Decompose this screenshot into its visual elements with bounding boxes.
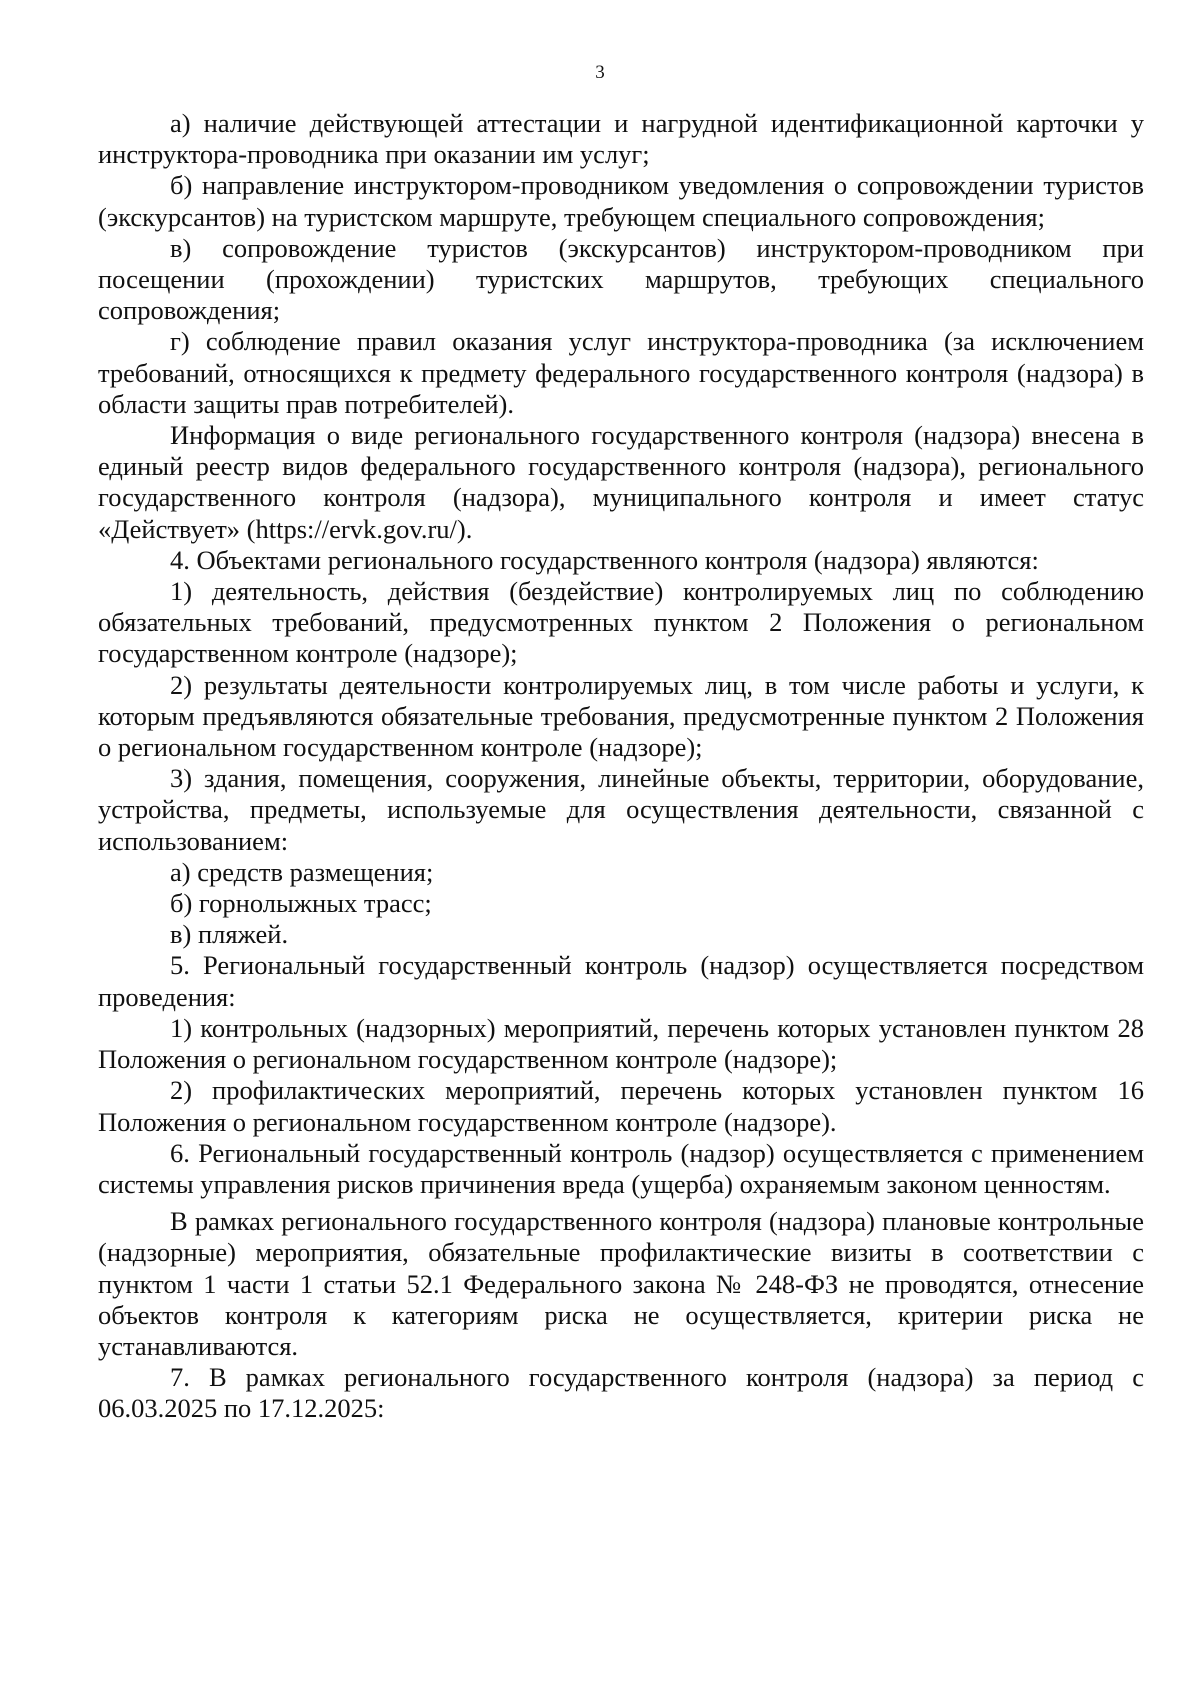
paragraph-item-g-rules: г) соблюдение правил оказания услуг инструктора-проводника (за исключением требований, относящихся к предмету федерального государственного контроля (надзора) в области защиты прав потребителей).: [98, 326, 1144, 419]
paragraph-section-7: 7. В рамках регионального государственного контроля (надзора) за период с 06.03.2025 по 17.12.2025:: [98, 1362, 1144, 1424]
list-item-ski-slopes: б) горнолыжных трасс;: [170, 888, 432, 919]
paragraph-section-5-heading: 5. Региональный государственный контроль (надзор) осуществляется посредством проведения:: [98, 950, 1144, 1012]
paragraph-section-4-item-1: 1) деятельность, действия (бездействие) контролируемых лиц по соблюдению обязательных требований, предусмотренных пунктом 2 Положения о региональном государственном контроле (надзоре);: [98, 576, 1144, 669]
paragraph-registry-info: Информация о виде регионального государственного контроля (надзора) внесена в единый реестр видов федерального государственного контроля (надзора), регионального государственного контроля (надзора), муниципального контроля и имеет статус «Действует» (https://ervk.gov.ru/).: [98, 420, 1144, 544]
paragraph-planned-measures: В рамках регионального государственного контроля (надзора) плановые контрольные (надзорные) мероприятия, обязательные профилактические визиты в соответствии с пунктом 1 части 1 статьи 52.1 Федерального закона № 248-ФЗ не проводятся, отнесение объектов контроля к категориям риска не осуществляется, критерии риска не устанавливаются.: [98, 1206, 1144, 1361]
list-item-accommodation: а) средств размещения;: [170, 856, 434, 887]
list-item-beaches: в) пляжей.: [170, 919, 289, 950]
paragraph-section-5-item-1: 1) контрольных (надзорных) мероприятий, перечень которых установлен пунктом 28 Положения о региональном государственном контроле (надзоре);: [98, 1012, 1144, 1075]
document-body: [98, 108, 1144, 1425]
paragraph-section-4-heading: 4. Объектами регионального государственного контроля (надзора) являются:: [170, 544, 1039, 575]
paragraph-section-5-item-2: 2) профилактических мероприятий, перечень которых установлен пунктом 16 Положения о региональном государственном контроле (надзоре).: [98, 1075, 1144, 1137]
page-number: 3: [595, 62, 605, 83]
paragraph-section-4-item-3: 3) здания, помещения, сооружения, линейные объекты, территории, оборудование, устройства, предметы, используемые для осуществления деятельности, связанной с использованием:: [98, 763, 1144, 856]
paragraph-item-v-escort: в) сопровождение туристов (экскурсантов) инструктором-проводником при посещении (прохождении) туристских маршрутов, требующих специального сопровождения;: [98, 232, 1144, 326]
paragraph-item-b-notification: б) направление инструктором-проводником уведомления о сопровождении туристов (экскурсантов) на туристском маршруте, требующем специального сопровождения;: [98, 170, 1144, 232]
paragraph-item-a-attestation: а) наличие действующей аттестации и нагрудной идентификационной карточки у инструктора-проводника при оказании им услуг;: [98, 108, 1144, 170]
paragraph-section-6: 6. Региональный государственный контроль (надзор) осуществляется с применением системы управления рисков причинения вреда (ущерба) охраняемым законом ценностям.: [98, 1137, 1144, 1199]
paragraph-section-4-item-2: 2) результаты деятельности контролируемых лиц, в том числе работы и услуги, к которым предъявляются обязательные требования, предусмотренные пунктом 2 Положения о региональном государственном контроле (надзоре);: [98, 669, 1144, 763]
